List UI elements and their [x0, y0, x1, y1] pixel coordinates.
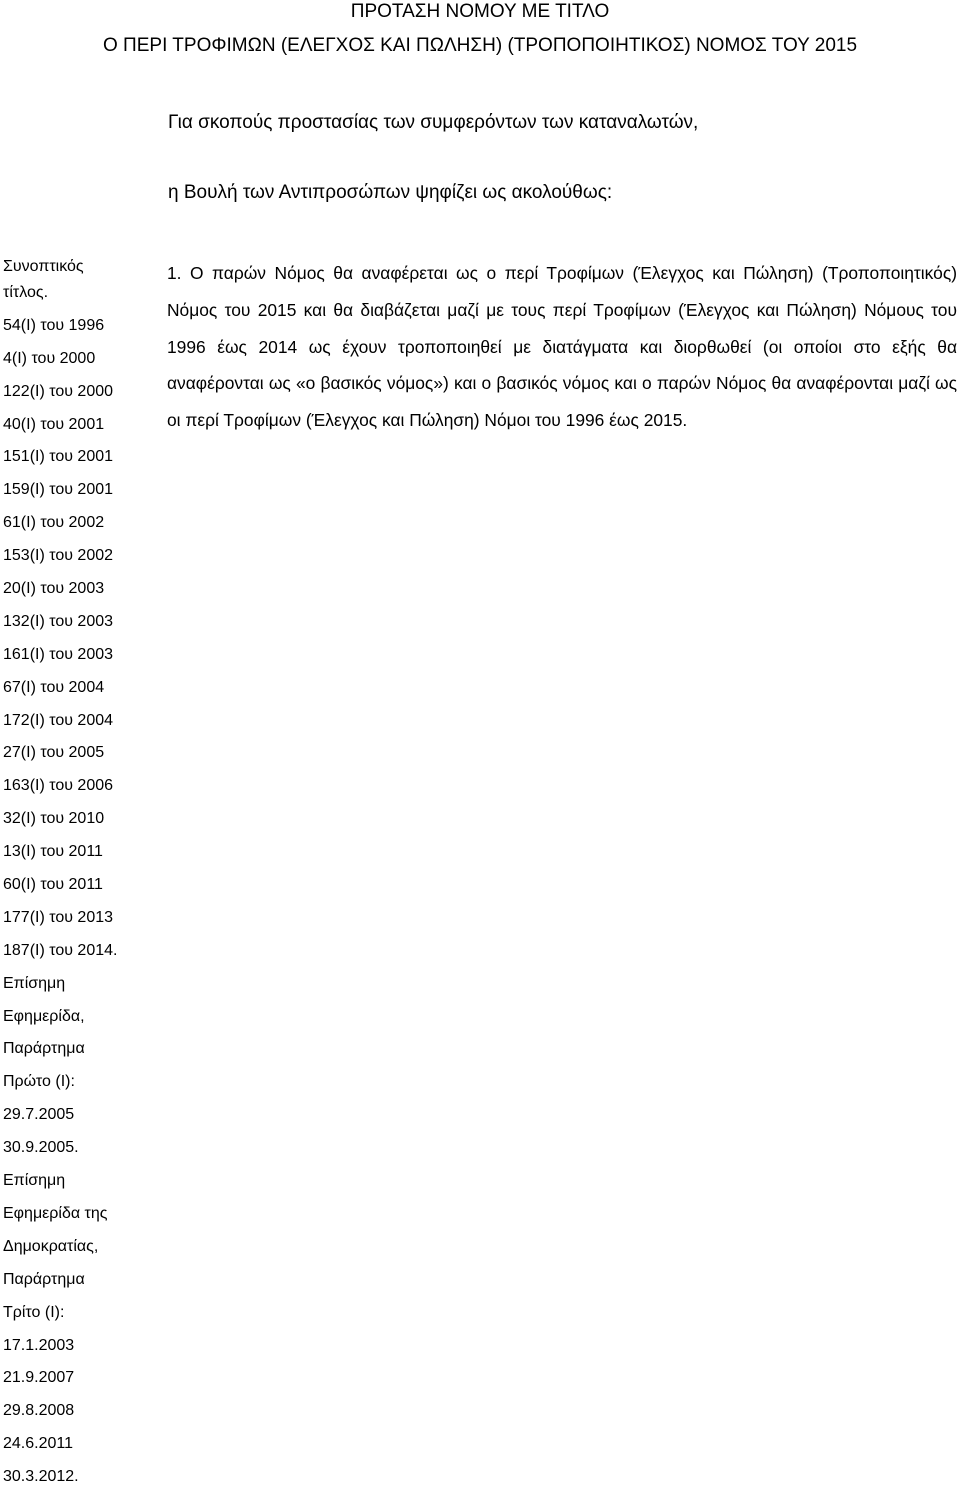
- margin-note: Παράρτημα: [3, 1270, 85, 1288]
- margin-note: 151(Ι) του 2001: [3, 448, 114, 466]
- margin-note: 4(Ι) του 2000: [3, 349, 96, 367]
- margin-note: 29.8.2008: [3, 1402, 75, 1420]
- margin-note: 177(Ι) του 2013: [3, 908, 114, 926]
- margin-note: 27(Ι) του 2005: [3, 744, 105, 762]
- margin-note: 24.6.2011: [3, 1435, 73, 1453]
- margin-note: 40(Ι) του 2001: [3, 415, 105, 433]
- margin-note: 163(Ι) του 2006: [3, 777, 114, 795]
- margin-note: 21.9.2007: [3, 1369, 75, 1387]
- margin-note: τίτλος.: [3, 284, 49, 301]
- margin-note: Εφημερίδα,: [3, 1007, 85, 1025]
- margin-note: 153(Ι) του 2002: [3, 547, 114, 565]
- margin-note: 161(Ι) του 2003: [3, 645, 114, 663]
- margin-note: 159(Ι) του 2001: [3, 481, 114, 499]
- margin-note: Πρώτο (Ι):: [3, 1073, 75, 1091]
- margin-note: Συνοπτικός: [3, 258, 84, 275]
- preamble-line-1: Για σκοπούς προστασίας των συμφερόντων των καταναλωτών,: [168, 112, 699, 133]
- document-title-line-2: Ο ΠΕΡΙ ΤΡΟΦΙΜΩΝ (ΕΛΕΓΧΟΣ ΚΑΙ ΠΩΛΗΣΗ) (ΤΡΟΠΟΠΟΙΗΤΙΚΟΣ) ΝΟΜΟΣ ΤΟΥ 2015: [102, 35, 858, 56]
- margin-note: 20(Ι) του 2003: [3, 580, 105, 598]
- margin-note: 67(Ι) του 2004: [3, 678, 105, 696]
- margin-note: 17.1.2003: [3, 1336, 75, 1354]
- margin-note: 29.7.2005: [3, 1106, 75, 1124]
- margin-note: 132(Ι) του 2003: [3, 612, 114, 630]
- margin-note: 122(Ι) του 2000: [3, 382, 114, 400]
- margin-note: 172(Ι) του 2004: [3, 711, 114, 729]
- margin-note: 187(Ι) του 2014.: [3, 941, 118, 959]
- margin-note: 30.3.2012.: [3, 1468, 79, 1486]
- margin-note: Επίσημη: [3, 1172, 66, 1190]
- margin-note: 60(Ι) του 2011: [3, 876, 103, 894]
- margin-note: Επίσημη: [3, 974, 66, 992]
- margin-note: Παράρτημα: [3, 1040, 85, 1058]
- margin-note: 61(Ι) του 2002: [3, 514, 105, 532]
- margin-note: 13(Ι) του 2011: [3, 843, 103, 861]
- margin-note: 30.9.2005.: [3, 1139, 79, 1157]
- document-title-line-1: ΠΡΟΤΑΣΗ ΝΟΜΟΥ ΜΕ ΤΙΤΛΟ: [350, 1, 610, 22]
- section-1-paragraph: 1. Ο παρών Νόμος θα αναφέρεται ως ο περί Τροφίμων (Έλεγχος και Πώληση) (Τροποποιητικός) Νόμος του 2015 και θα διαβάζεται μαζί με τους περί Τροφίμων (Έλεγχος και Πώληση) Νόμους του 1996 έως 2014 ως έχουν τροποποιηθεί με διατάγματα και διορθωθεί (οι οποίοι στο εξής θα αναφέρονται ως «ο βασικός νόμος») και ο βασικός νόμος και ο παρών Νόμος θα αναφέρονται μαζί ως οι περί Τροφίμων (Έλεγχος και Πώληση) Νόμοι του 1996 έως 2015.: [167, 263, 957, 431]
- margin-notes-column: [3, 255, 153, 1498]
- margin-note: 54(Ι) του 1996: [3, 316, 105, 334]
- margin-note: Δημοκρατίας,: [3, 1237, 99, 1255]
- preamble-line-2: η Βουλή των Αντιπροσώπων ψηφίζει ως ακολούθως:: [168, 182, 613, 203]
- margin-note: Τρίτο (Ι):: [3, 1303, 65, 1321]
- margin-note: Εφημερίδα της: [3, 1204, 108, 1222]
- margin-note: 32(Ι) του 2010: [3, 810, 105, 828]
